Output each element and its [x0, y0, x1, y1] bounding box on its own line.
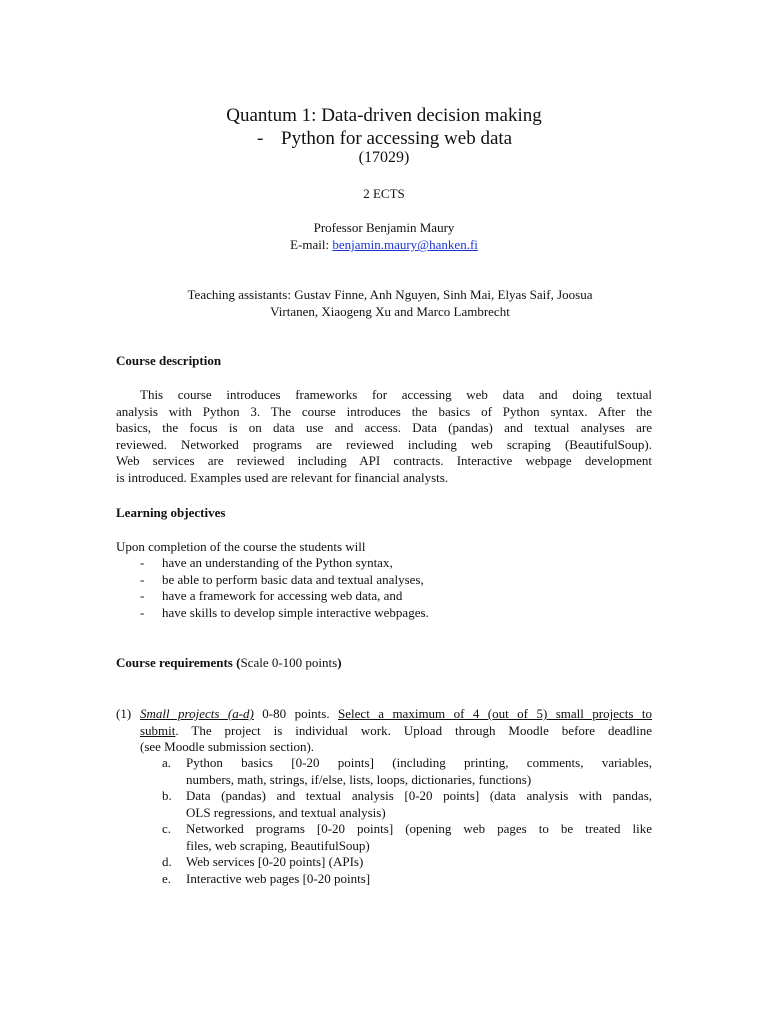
- requirement-title: Small projects (a-d): [140, 706, 254, 721]
- course-credits: 2 ECTS: [363, 186, 405, 201]
- requirement-number: (1): [116, 706, 132, 721]
- list-item: [116, 871, 652, 888]
- bullet-dash: -: [140, 604, 145, 620]
- item-text: Data (pandas) and textual analysis [0-20 points] (data analysis with pandas, OLS regressions, and textual analysis): [186, 788, 652, 820]
- course-code: (17029): [358, 149, 410, 166]
- list-item: [116, 588, 636, 605]
- learning-objectives-heading: Learning objectives: [116, 505, 226, 520]
- list-item: [116, 755, 652, 788]
- objective-text: have a framework for accessing web data, and: [162, 588, 403, 603]
- email-label: E-mail:: [290, 237, 333, 252]
- item-letter: b.: [162, 788, 172, 803]
- item-letter: c.: [162, 821, 172, 836]
- ta-line: Virtanen, Xiaogeng Xu and Marco Lambrecht: [270, 303, 510, 319]
- item-letter: e.: [162, 870, 172, 886]
- item-text: Interactive web pages [0-20 points]: [186, 870, 371, 886]
- subtitle-text: Python for accessing web data: [281, 128, 513, 149]
- requirement-line: Small projects (a-d) 0-80 points. Select a maximum of 4 (out of 5) small projects to: [140, 706, 652, 721]
- small-projects-list: [116, 755, 652, 887]
- description-line: Web services are reviewed including API contracts. Interactive webpage development: [116, 453, 652, 468]
- requirement-body: [140, 706, 652, 756]
- course-description-text: [116, 387, 652, 486]
- email-link[interactable]: benjamin.maury@hanken.fi: [332, 237, 478, 252]
- subtitle-dash: -: [257, 128, 264, 149]
- teaching-assistants: [140, 287, 640, 320]
- professor-email: [0, 237, 768, 254]
- item-text: Web services [0-20 points] (APIs): [186, 854, 364, 869]
- bullet-dash: -: [140, 588, 145, 603]
- professor-name: Professor Benjamin Maury: [313, 220, 455, 235]
- list-item: [116, 821, 652, 854]
- requirement-line: submit. The project is individual work. Upload through Moodle before deadline: [140, 722, 652, 738]
- learning-objectives-list: [116, 555, 636, 621]
- list-item: [116, 788, 652, 821]
- description-line: basics, the focus is on data use and access. Data (pandas) and textual analyses are: [116, 420, 652, 435]
- objective-text: have skills to develop simple interactive webpages.: [162, 604, 429, 620]
- list-item: [116, 572, 636, 589]
- bullet-dash: -: [140, 571, 145, 587]
- list-item: [116, 555, 636, 572]
- objective-text: have an understanding of the Python syntax,: [162, 555, 393, 570]
- course-requirements-heading: Course requirements (Scale 0-100 points): [116, 655, 342, 670]
- ta-line: Teaching assistants: Gustav Finne, Anh Nguyen, Sinh Mai, Elyas Saif, Joosua: [187, 287, 593, 302]
- course-title: Quantum 1: Data-driven decision making: [226, 105, 542, 126]
- item-text: Python basics [0-20 points] (including printing, comments, variables, numbers, math, strings, if/else, lists, loops, dictionaries, functions): [186, 755, 652, 787]
- description-line: is introduced. Examples used are relevant for financial analysts.: [116, 469, 449, 485]
- learning-objectives-intro: Upon completion of the course the students will: [116, 539, 366, 554]
- item-letter: a.: [162, 755, 172, 770]
- list-item: [116, 605, 636, 622]
- item-text: Networked programs [0-20 points] (opening web pages to be treated like files, web scraping, BeautifulSoup): [186, 821, 652, 853]
- course-description-heading: Course description: [116, 353, 222, 368]
- description-line: reviewed. Networked programs are reviewed including web scraping (BeautifulSoup).: [116, 436, 652, 452]
- description-line: analysis with Python 3. The course introduces the basics of Python syntax. After the: [116, 403, 652, 419]
- bullet-dash: -: [140, 555, 145, 570]
- list-item: [116, 854, 652, 871]
- objective-text: be able to perform basic data and textual analyses,: [162, 571, 424, 587]
- description-line: This course introduces frameworks for accessing web data and doing textual: [140, 387, 652, 402]
- item-letter: d.: [162, 854, 172, 869]
- requirement-line: (see Moodle submission section).: [140, 739, 315, 754]
